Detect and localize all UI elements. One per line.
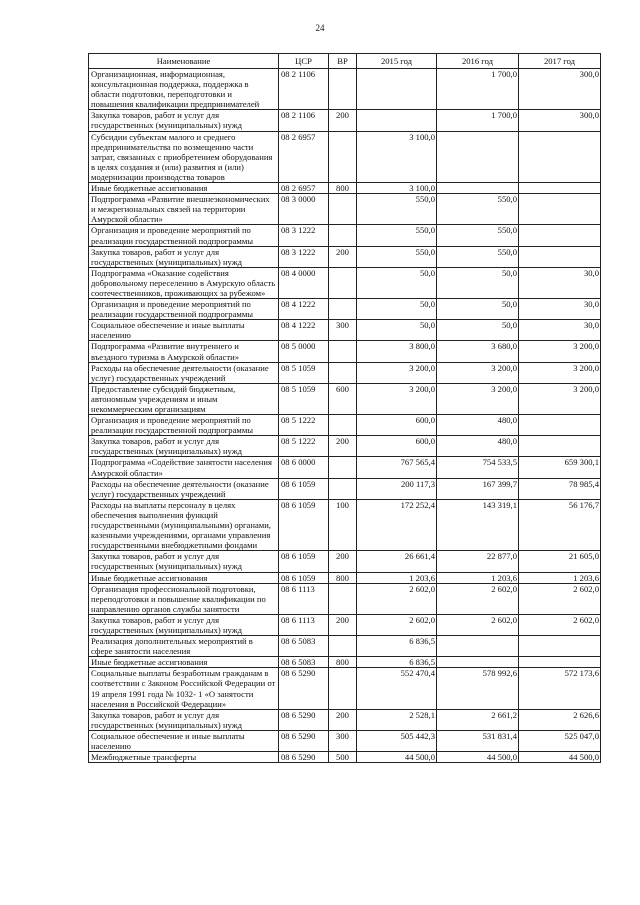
table-row <box>89 362 601 383</box>
cell-name: Организация и проведение мероприятий по реализации государственной подпрограммы <box>89 299 279 320</box>
cell-name: Иные бюджетные ассигнования <box>89 572 279 583</box>
cell-csr: 08 5 1059 <box>279 362 329 383</box>
cell-csr: 08 3 1222 <box>279 225 329 246</box>
cell-2017 <box>519 636 601 657</box>
cell-2016: 1 203,6 <box>437 572 519 583</box>
cell-2016: 143 319,1 <box>437 499 519 550</box>
cell-csr: 08 3 1222 <box>279 246 329 267</box>
table-row <box>89 657 601 668</box>
cell-name: Предоставление субсидий бюджетным, автономным учреждениям и иным некоммерческим организациям <box>89 383 279 414</box>
cell-csr: 08 5 1222 <box>279 436 329 457</box>
cell-vr: 600 <box>329 383 357 414</box>
cell-2015: 3 800,0 <box>357 341 437 362</box>
cell-2016 <box>437 657 519 668</box>
cell-2017: 78 985,4 <box>519 478 601 499</box>
cell-2017 <box>519 415 601 436</box>
cell-vr: 500 <box>329 752 357 763</box>
cell-vr: 200 <box>329 436 357 457</box>
cell-name: Реализация дополнительных мероприятий в сфере занятости населения <box>89 636 279 657</box>
cell-2017: 3 200,0 <box>519 383 601 414</box>
cell-name: Подпрограмма «Оказание содействия добровольному переселению в Амурскую область соотечественников, проживающих за рубежом» <box>89 267 279 298</box>
cell-2016: 3 200,0 <box>437 362 519 383</box>
cell-vr <box>329 668 357 709</box>
cell-2016: 50,0 <box>437 299 519 320</box>
cell-csr: 08 2 6957 <box>279 183 329 194</box>
cell-csr: 08 6 1059 <box>279 551 329 572</box>
cell-name: Иные бюджетные ассигнования <box>89 183 279 194</box>
cell-name: Расходы на обеспечение деятельности (оказание услуг) государственных учреждений <box>89 478 279 499</box>
cell-name: Иные бюджетные ассигнования <box>89 657 279 668</box>
cell-2017: 572 173,6 <box>519 668 601 709</box>
table-row <box>89 225 601 246</box>
cell-2016: 1 700,0 <box>437 69 519 110</box>
table-row <box>89 246 601 267</box>
header-2015: 2015 год <box>357 54 437 69</box>
cell-2016: 50,0 <box>437 267 519 298</box>
table-row <box>89 583 601 614</box>
cell-name: Организация и проведение мероприятий по реализации государственной подпрограммы <box>89 415 279 436</box>
cell-2016: 578 992,6 <box>437 668 519 709</box>
cell-csr: 08 2 6957 <box>279 131 329 182</box>
cell-2017: 30,0 <box>519 267 601 298</box>
cell-2015: 505 442,3 <box>357 730 437 751</box>
cell-2017: 30,0 <box>519 299 601 320</box>
table-row <box>89 69 601 110</box>
cell-2015 <box>357 110 437 131</box>
cell-2016: 3 680,0 <box>437 341 519 362</box>
cell-2017 <box>519 183 601 194</box>
cell-csr: 08 6 5290 <box>279 668 329 709</box>
cell-name: Подпрограмма «Развитие внешнеэкономических и межрегиональных связей на территории Амурской области» <box>89 194 279 225</box>
cell-vr <box>329 194 357 225</box>
cell-2016 <box>437 183 519 194</box>
cell-2017: 44 500,0 <box>519 752 601 763</box>
cell-csr: 08 4 1222 <box>279 320 329 341</box>
cell-2016 <box>437 131 519 182</box>
cell-csr: 08 6 1113 <box>279 614 329 635</box>
cell-name: Социальное обеспечение и иные выплаты населению <box>89 320 279 341</box>
header-vr: ВР <box>329 54 357 69</box>
cell-2017: 2 602,0 <box>519 614 601 635</box>
table-row <box>89 709 601 730</box>
cell-2015: 172 252,4 <box>357 499 437 550</box>
page-number: 24 <box>315 23 325 33</box>
table-row <box>89 478 601 499</box>
cell-2016: 44 500,0 <box>437 752 519 763</box>
cell-name: Социальные выплаты безработным гражданам в соответствии с Законом Российской Федерации от 19 апреля 1991 года № 1032- 1 «О занятости населения в Российской Федерации» <box>89 668 279 709</box>
cell-2017: 2 602,0 <box>519 583 601 614</box>
cell-2015: 3 200,0 <box>357 362 437 383</box>
table-row <box>89 499 601 550</box>
cell-csr: 08 6 1113 <box>279 583 329 614</box>
table-row <box>89 183 601 194</box>
cell-2015: 2 528,1 <box>357 709 437 730</box>
cell-2017 <box>519 246 601 267</box>
table-row <box>89 457 601 478</box>
cell-vr: 100 <box>329 499 357 550</box>
header-2017: 2017 год <box>519 54 601 69</box>
table-body <box>89 69 601 763</box>
cell-2017: 2 626,6 <box>519 709 601 730</box>
cell-2015: 2 602,0 <box>357 583 437 614</box>
cell-vr <box>329 299 357 320</box>
cell-vr <box>329 69 357 110</box>
cell-2015 <box>357 69 437 110</box>
cell-2015: 6 836,5 <box>357 636 437 657</box>
cell-2016: 480,0 <box>437 436 519 457</box>
cell-2015: 600,0 <box>357 436 437 457</box>
cell-2015: 550,0 <box>357 194 437 225</box>
cell-vr: 200 <box>329 246 357 267</box>
cell-2016 <box>437 636 519 657</box>
cell-csr: 08 6 5083 <box>279 657 329 668</box>
cell-vr: 300 <box>329 730 357 751</box>
cell-vr: 200 <box>329 614 357 635</box>
cell-2015: 3 200,0 <box>357 383 437 414</box>
cell-csr: 08 3 0000 <box>279 194 329 225</box>
cell-name: Организационная, информационная, консультационная поддержка, поддержка в области подготовки, переподготовки и повышения квалификации предпринимателей <box>89 69 279 110</box>
cell-csr: 08 4 1222 <box>279 299 329 320</box>
cell-vr: 200 <box>329 709 357 730</box>
cell-csr: 08 6 1059 <box>279 499 329 550</box>
cell-name: Закупка товаров, работ и услуг для государственных (муниципальных) нужд <box>89 246 279 267</box>
table-row <box>89 572 601 583</box>
cell-csr: 08 5 1059 <box>279 383 329 414</box>
table-header-row <box>89 54 601 69</box>
cell-csr: 08 5 0000 <box>279 341 329 362</box>
cell-vr <box>329 131 357 182</box>
cell-name: Организация профессиональной подготовки, переподготовки и повышение квалификации по направлению органов службы занятости <box>89 583 279 614</box>
cell-2015: 552 470,4 <box>357 668 437 709</box>
table-row <box>89 415 601 436</box>
cell-2017: 300,0 <box>519 69 601 110</box>
table-row <box>89 320 601 341</box>
table-row <box>89 614 601 635</box>
cell-csr: 08 6 5290 <box>279 752 329 763</box>
cell-2015: 200 117,3 <box>357 478 437 499</box>
cell-2017: 3 200,0 <box>519 341 601 362</box>
cell-2015: 550,0 <box>357 246 437 267</box>
cell-name: Подпрограмма «Содействие занятости населения Амурской области» <box>89 457 279 478</box>
cell-vr: 800 <box>329 183 357 194</box>
cell-2017: 659 300,1 <box>519 457 601 478</box>
cell-2016: 550,0 <box>437 246 519 267</box>
cell-2016: 1 700,0 <box>437 110 519 131</box>
cell-vr <box>329 341 357 362</box>
cell-2017: 300,0 <box>519 110 601 131</box>
cell-vr: 800 <box>329 572 357 583</box>
cell-name: Межбюджетные трансферты <box>89 752 279 763</box>
cell-2015: 3 100,0 <box>357 131 437 182</box>
header-name: Наименование <box>89 54 279 69</box>
table-row <box>89 110 601 131</box>
cell-2017 <box>519 194 601 225</box>
cell-2016: 2 602,0 <box>437 583 519 614</box>
cell-csr: 08 6 5290 <box>279 730 329 751</box>
cell-vr: 300 <box>329 320 357 341</box>
cell-name: Социальное обеспечение и иные выплаты населению <box>89 730 279 751</box>
cell-2017: 21 605,0 <box>519 551 601 572</box>
cell-2016: 50,0 <box>437 320 519 341</box>
cell-name: Субсидии субъектам малого и среднего предпринимательства по возмещению части затрат, связанных с приобретением оборудования в целях создания и (или) развития и (или) модернизации производства товаров <box>89 131 279 182</box>
cell-2016: 754 533,5 <box>437 457 519 478</box>
cell-2015: 1 203,6 <box>357 572 437 583</box>
cell-vr <box>329 362 357 383</box>
cell-name: Расходы на обеспечение деятельности (оказание услуг) государственных учреждений <box>89 362 279 383</box>
cell-name: Закупка товаров, работ и услуг для государственных (муниципальных) нужд <box>89 551 279 572</box>
header-2016: 2016 год <box>437 54 519 69</box>
cell-name: Закупка товаров, работ и услуг для государственных (муниципальных) нужд <box>89 709 279 730</box>
cell-vr <box>329 636 357 657</box>
table-row <box>89 752 601 763</box>
cell-vr <box>329 267 357 298</box>
cell-2015: 3 100,0 <box>357 183 437 194</box>
cell-csr: 08 4 0000 <box>279 267 329 298</box>
cell-2016: 480,0 <box>437 415 519 436</box>
cell-2017: 30,0 <box>519 320 601 341</box>
cell-vr: 800 <box>329 657 357 668</box>
cell-2017 <box>519 436 601 457</box>
cell-2015: 600,0 <box>357 415 437 436</box>
cell-vr <box>329 583 357 614</box>
cell-2017: 525 047,0 <box>519 730 601 751</box>
cell-vr: 200 <box>329 551 357 572</box>
cell-name: Подпрограмма «Развитие внутреннего и въездного туризма в Амурской области» <box>89 341 279 362</box>
cell-csr: 08 5 1222 <box>279 415 329 436</box>
cell-csr: 08 6 5083 <box>279 636 329 657</box>
cell-csr: 08 2 1106 <box>279 69 329 110</box>
cell-2017: 3 200,0 <box>519 362 601 383</box>
cell-2017 <box>519 657 601 668</box>
cell-vr <box>329 457 357 478</box>
cell-2015: 50,0 <box>357 320 437 341</box>
cell-csr: 08 6 1059 <box>279 478 329 499</box>
cell-2017 <box>519 131 601 182</box>
cell-csr: 08 6 0000 <box>279 457 329 478</box>
table-row <box>89 131 601 182</box>
cell-2017: 56 176,7 <box>519 499 601 550</box>
cell-2015: 26 661,4 <box>357 551 437 572</box>
cell-2015: 44 500,0 <box>357 752 437 763</box>
cell-name: Закупка товаров, работ и услуг для государственных (муниципальных) нужд <box>89 436 279 457</box>
cell-name: Закупка товаров, работ и услуг для государственных (муниципальных) нужд <box>89 110 279 131</box>
cell-2015: 2 602,0 <box>357 614 437 635</box>
budget-table <box>88 53 601 763</box>
cell-vr: 200 <box>329 110 357 131</box>
table-row <box>89 299 601 320</box>
cell-2015: 550,0 <box>357 225 437 246</box>
cell-2015: 50,0 <box>357 299 437 320</box>
cell-name: Расходы на выплаты персоналу в целях обеспечения выполнения функций государственными (муниципальными) органами, казенными учреждениями, органами управления государственными внебюджетными фондами <box>89 499 279 550</box>
cell-2016: 2 661,2 <box>437 709 519 730</box>
table-row <box>89 636 601 657</box>
cell-2015: 50,0 <box>357 267 437 298</box>
cell-name: Организация и проведение мероприятий по реализации государственной подпрограммы <box>89 225 279 246</box>
cell-vr <box>329 225 357 246</box>
cell-2016: 3 200,0 <box>437 383 519 414</box>
cell-2017: 1 203,6 <box>519 572 601 583</box>
cell-vr <box>329 415 357 436</box>
header-csr: ЦСР <box>279 54 329 69</box>
cell-2016: 167 399,7 <box>437 478 519 499</box>
cell-2016: 550,0 <box>437 225 519 246</box>
cell-csr: 08 2 1106 <box>279 110 329 131</box>
table-row <box>89 730 601 751</box>
table-row <box>89 194 601 225</box>
table-row <box>89 383 601 414</box>
cell-2015: 767 565,4 <box>357 457 437 478</box>
table-row <box>89 341 601 362</box>
table-row <box>89 668 601 709</box>
table-row <box>89 436 601 457</box>
cell-2016: 531 831,4 <box>437 730 519 751</box>
cell-2015: 6 836,5 <box>357 657 437 668</box>
cell-2016: 550,0 <box>437 194 519 225</box>
table-row <box>89 267 601 298</box>
cell-2017 <box>519 225 601 246</box>
cell-csr: 08 6 1059 <box>279 572 329 583</box>
cell-name: Закупка товаров, работ и услуг для государственных (муниципальных) нужд <box>89 614 279 635</box>
cell-vr <box>329 478 357 499</box>
cell-2016: 22 877,0 <box>437 551 519 572</box>
cell-2016: 2 602,0 <box>437 614 519 635</box>
table-row <box>89 551 601 572</box>
cell-csr: 08 6 5290 <box>279 709 329 730</box>
